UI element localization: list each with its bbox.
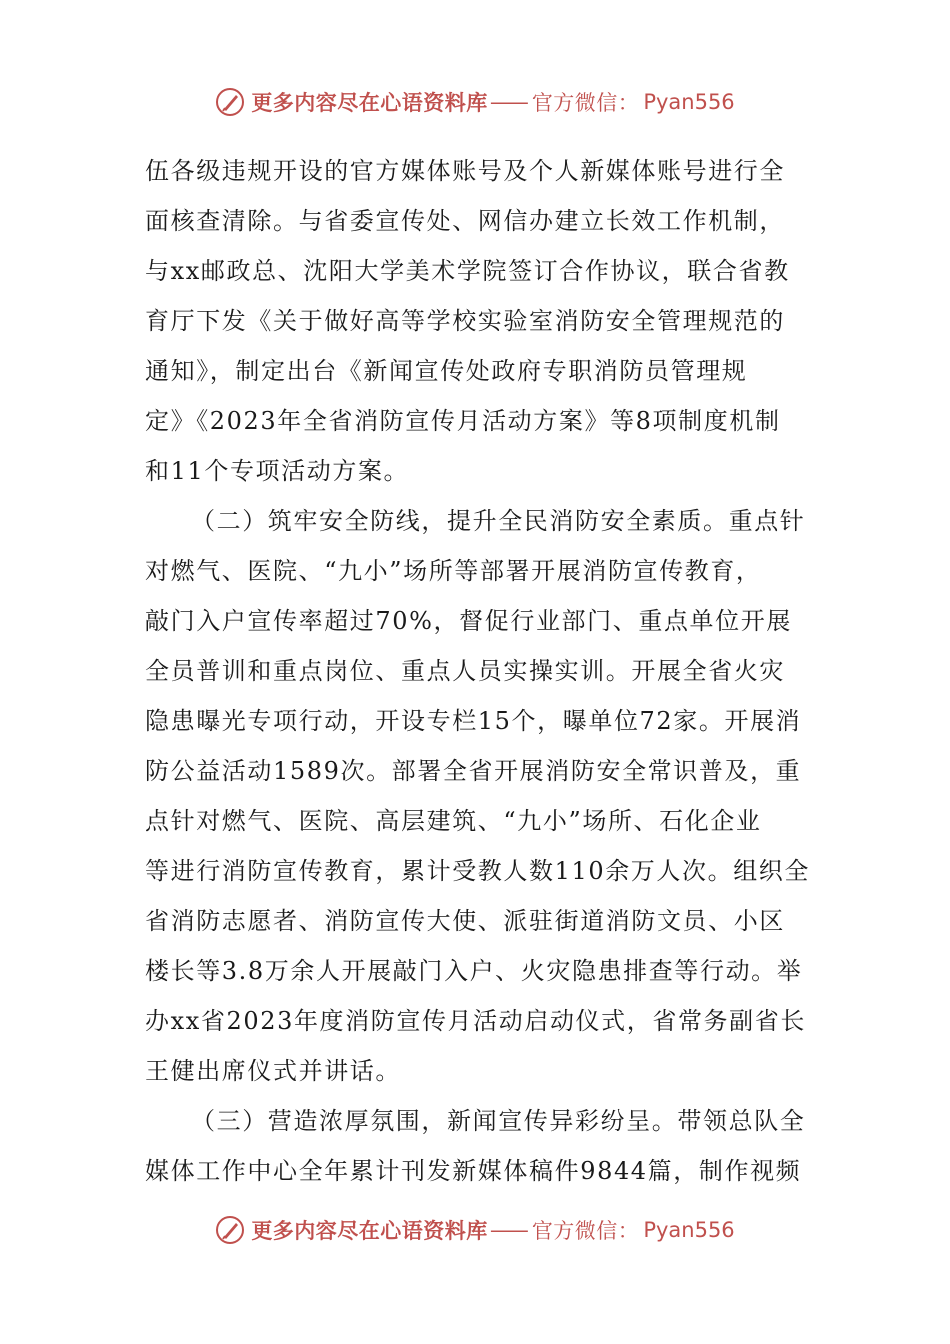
text-line: 伍各级违规开设的官方媒体账号及个人新媒体账号进行全 <box>145 157 785 185</box>
text-line: 面核查清除。与省委宣传处、网信办建立长效工作机制， <box>145 207 785 235</box>
document-body <box>145 146 810 1196</box>
text-line: 通知》，制定出台《新闻宣传处政府专职消防员管理规 <box>145 357 748 385</box>
watermark-dash: —— <box>489 1218 526 1242</box>
watermark-brand: 更多内容尽在心语资料库 <box>251 1219 488 1243</box>
quill-logo-icon <box>215 87 245 117</box>
text-line: 与xx邮政总、沈阳大学美术学院签订合作协议，联合省教 <box>145 257 790 285</box>
text-line: 点针对燃气、医院、高层建筑、“九小”场所、石化企业 <box>145 807 762 835</box>
watermark-label: 官方微信： <box>531 91 640 115</box>
text-line: 定》《2023年全省消防宣传月活动方案》等8项制度机制 <box>145 407 781 435</box>
text-line: 办xx省2023年度消防宣传月活动启动仪式，省常务副省长 <box>145 1007 806 1035</box>
watermark-brand: 更多内容尽在心语资料库 <box>251 91 488 115</box>
watermark-dash: —— <box>489 90 526 114</box>
text-line: 媒体工作中心全年累计刊发新媒体稿件9844篇，制作视频 <box>145 1157 802 1185</box>
watermark-footer <box>0 1210 950 1250</box>
watermark-account: Pyan556 <box>643 1218 735 1242</box>
quill-logo-icon <box>215 1215 245 1245</box>
watermark-header <box>0 82 950 122</box>
text-line: 楼长等3.8万余人开展敲门入户、火灾隐患排查等行动。举 <box>145 957 803 985</box>
text-line: 防公益活动1589次。部署全省开展消防安全常识普及，重 <box>145 757 802 785</box>
text-line: 敲门入户宣传率超过70%，督促行业部门、重点单位开展 <box>145 607 792 635</box>
text-line: 育厅下发《关于做好高等学校实验室消防安全管理规范的 <box>145 307 785 335</box>
text-line: 和11个专项活动方案。 <box>145 457 410 485</box>
text-line: 全员普训和重点岗位、重点人员实操实训。开展全省火灾 <box>145 657 785 685</box>
watermark-account: Pyan556 <box>643 90 735 114</box>
text-line: 对燃气、医院、“九小”场所等部署开展消防宣传教育， <box>145 557 762 585</box>
watermark-label: 官方微信： <box>531 1219 640 1243</box>
text-line: 省消防志愿者、消防宣传大使、派驻街道消防文员、小区 <box>145 907 785 935</box>
paragraph-start-line: （二）筑牢安全防线，提升全民消防安全素质。重点针 <box>191 507 806 535</box>
paragraph-start-line: （三）营造浓厚氛围，新闻宣传异彩纷呈。带领总队全 <box>191 1107 806 1135</box>
text-line: 王健出席仪式并讲话。 <box>145 1057 401 1085</box>
text-line: 隐患曝光专项行动，开设专栏15个，曝单位72家。开展消 <box>145 707 802 735</box>
text-line: 等进行消防宣传教育，累计受教人数110余万人次。组织全 <box>145 857 811 885</box>
